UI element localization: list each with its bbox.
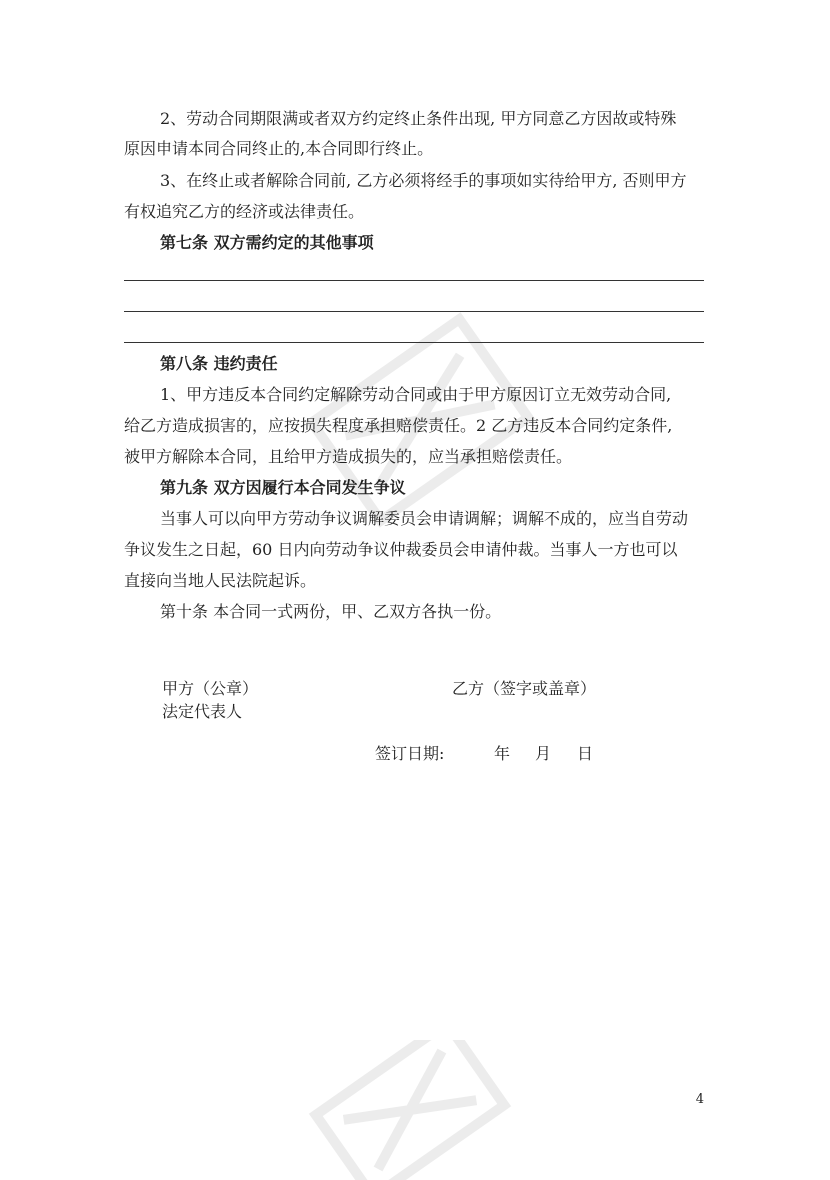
article9-heading: 第九条 双方因履行本合同发生争议 (160, 478, 406, 497)
article9-body-line3: 直接向当地人民法院起诉。 (124, 571, 317, 590)
article9-body-line2: 争议发生之日起，60 日内向劳动争议仲裁委员会申请仲裁。当事人一方也可以 (124, 540, 678, 559)
sign-date-label: 签订日期: (375, 744, 445, 763)
watermark-logo (300, 1040, 520, 1180)
party-b-sign-label: 乙方（签字或盖章） (452, 679, 597, 698)
date-day-label: 日 (577, 744, 594, 763)
clause6-item2-line2: 原因申请本同合同终止的,本合同即行终止。 (124, 139, 434, 158)
blank-fill-line (124, 342, 704, 343)
page-number: 4 (695, 1092, 704, 1107)
article10-text: 第十条 本合同一式两份，甲、乙双方各执一份。 (160, 602, 502, 621)
article7-heading: 第七条 双方需约定的其他事项 (160, 233, 374, 252)
party-a-seal-label: 甲方（公章） (162, 679, 259, 698)
clause6-item2-line1: 2、劳动合同期限满或者双方约定终止条件出现, 甲方同意乙方因故或特殊 (160, 109, 677, 128)
article8-body-line3: 被甲方解除本合同，且给甲方造成损失的，应当承担赔偿责任。 (124, 447, 573, 466)
clause6-item3-line1: 3、在终止或者解除合同前, 乙方必须将经手的事项如实待给甲方, 否则甲方 (160, 171, 687, 190)
blank-fill-line (124, 311, 704, 312)
clause6-item3-line2: 有权追究乙方的经济或法律责任。 (124, 202, 365, 221)
article8-heading: 第八条 违约责任 (160, 354, 278, 373)
article8-body-line1: 1、甲方违反本合同约定解除劳动合同或由于甲方原因订立无效劳动合同, (160, 385, 672, 404)
date-year-label: 年 (494, 744, 511, 763)
legal-representative-label: 法定代表人 (162, 702, 243, 721)
blank-fill-line (124, 280, 704, 281)
article9-body-line1: 当事人可以向甲方劳动争议调解委员会申请调解；调解不成的，应当自劳动 (160, 509, 689, 528)
article8-body-line2: 给乙方造成损害的，应按损失程度承担赔偿责任。2 乙方违反本合同约定条件, (124, 416, 673, 435)
date-month-label: 月 (535, 744, 552, 763)
